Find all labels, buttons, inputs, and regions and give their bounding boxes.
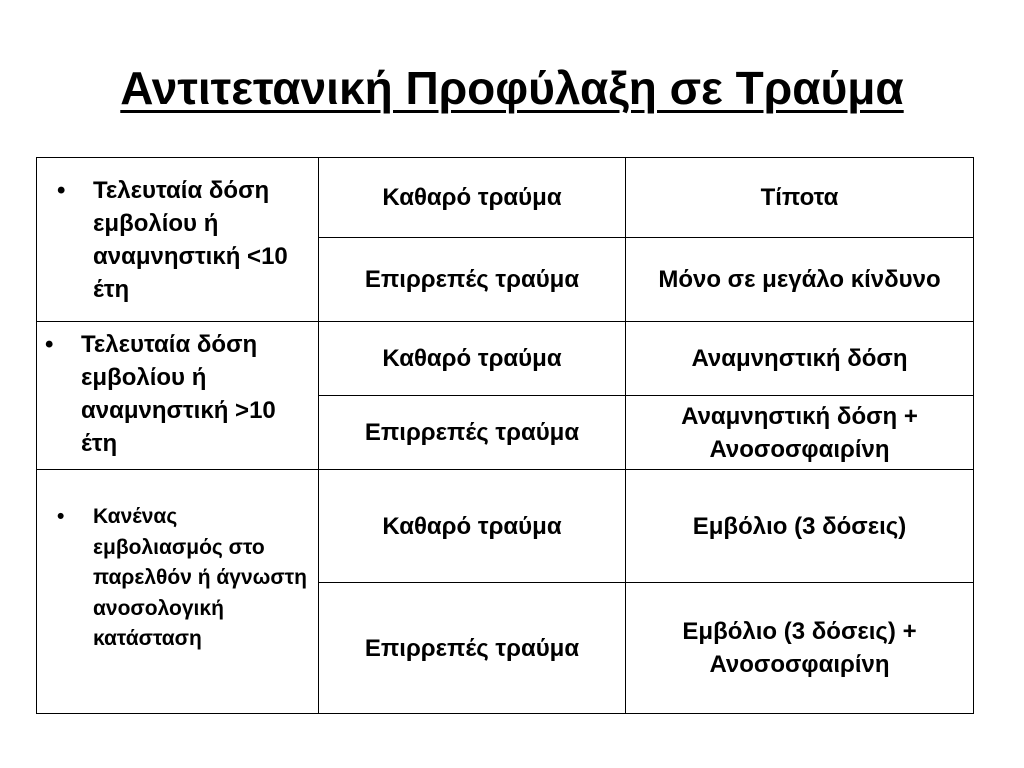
condition-cell [37,470,319,714]
action-line: Μόνο σε μεγάλο κίνδυνο [658,266,941,293]
wound-type-cell: Καθαρό τραύμα [319,322,626,396]
action-line: Ανοσοσφαιρίνη [709,435,890,463]
condition-text: • Τελευταία δόση εμβολίου ή αναμνηστική >10 έτη [37,322,318,460]
action-line: Αναμνηστική δόση + [681,402,918,430]
condition-bullet-list [37,470,318,655]
wound-type-cell: Καθαρό τραύμα [319,470,626,583]
prophylaxis-table [36,157,974,714]
condition-bullet-list [37,158,318,306]
action-cell [626,583,974,714]
condition-text: • Κανένας εμβολιασμός στο παρελθόν ή άγνωστη ανοσολογική κατάσταση [37,470,318,655]
slide-title [0,52,1024,124]
condition-cell [37,158,319,322]
action-cell [626,158,974,238]
action-cell [626,396,974,470]
wound-type-cell: Επιρρεπές τραύμα [319,583,626,714]
condition-text: • Τελευταία δόση εμβολίου ή αναμνηστική <10 έτη [37,158,318,306]
action-line: Τίποτα [760,184,839,211]
condition-cell [37,322,319,470]
table-row [37,470,974,583]
action-cell [626,470,974,583]
action-line: Εμβόλιο (3 δόσεις) + [682,618,917,645]
action-line: Εμβόλιο (3 δόσεις) [692,512,907,540]
action-cell [626,322,974,396]
action-line: Ανοσοσφαιρίνη [709,651,890,678]
action-line: Αναμνηστική δόση [691,345,908,372]
condition-bullet-list [37,322,318,460]
table-row [37,322,974,396]
action-cell [626,238,974,322]
slide-title-text: Αντιτετανική Προφύλαξη σε Τραύμα [120,62,904,114]
wound-type-cell: Καθαρό τραύμα [319,158,626,238]
table-row [37,158,974,238]
wound-type-cell: Επιρρεπές τραύμα [319,396,626,470]
wound-type-cell: Επιρρεπές τραύμα [319,238,626,322]
